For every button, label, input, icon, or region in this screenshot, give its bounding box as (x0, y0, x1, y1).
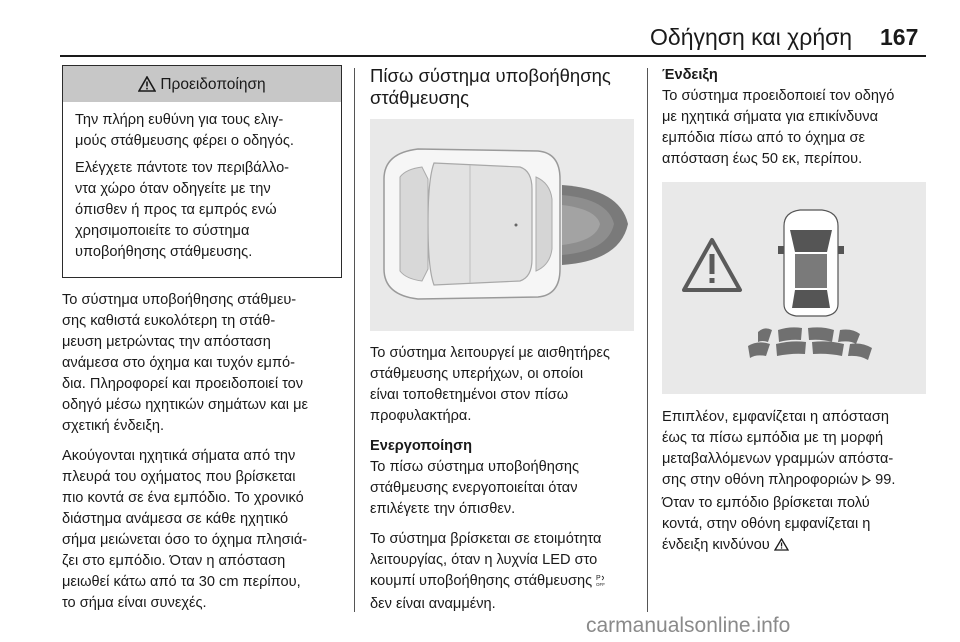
display-figure (662, 182, 926, 394)
park-assist-button-icon (596, 573, 606, 594)
warning-paragraph: Την πλήρη ευθύνη για τους ελιγ- μούς στάθμευσης φέρει ο οδηγός. (75, 112, 294, 149)
warning-triangle-icon (138, 76, 156, 92)
crossref-page: 99. (875, 472, 896, 488)
column-right (662, 65, 932, 567)
car-top-view-illustration (370, 119, 634, 331)
body-paragraph: Ακούγονται ηχητικά σήματα από την πλευρά του οχήματος που βρίσκεται πιο κοντά σε ένα εμπόδιο. Το χρονικό διάστημα ανάμεσα σε κάθε ηχητικό σήμα μειώνεται όσο το όχημα πλησιά- ζει στο εμπόδιο. Όταν η απόσταση μειωθεί κάτω από τα 30 cm περίπου, το σήμα είναι συνεχές. (62, 448, 308, 611)
figure-caption: Το σύστημα λειτουργεί με αισθητήρες στάθμευσης υπερήχων, οι οποίοι είναι τοποθετημένοι στον πίσω προφυλακτήρα. (370, 345, 610, 424)
svg-text:OFF: OFF (596, 582, 606, 587)
running-header-title: Οδήγηση και χρήση (650, 24, 853, 50)
column-left (62, 65, 342, 623)
page-number: 167 (880, 24, 919, 50)
column-divider (354, 68, 355, 612)
section-title: Πίσω σύστημα υποβοήθησης στάθμευσης (370, 65, 611, 108)
column-divider (647, 68, 648, 612)
activation-text: Το πίσω σύστημα υποβοήθησης στάθμευσης ενεργοποιείται όταν επιλέγετε την όπισθεν. (370, 459, 580, 517)
warning-title: Προειδοποίηση (160, 75, 266, 93)
warning-paragraph: Ελέγχετε πάντοτε τον περιβάλλο- ντα χώρο όταν οδηγείτε με την όπισθεν ή προς τα εμπρός ενώ χρησιμοποιείτε το σύστημα υποβοήθησης στάθμευσης. (75, 160, 290, 260)
body-paragraph: Το σύστημα υποβοήθησης στάθμευ- σης καθιστά ευκολότερη τη στάθ- μευση μετρώντας την απόσταση ανάμεσα στο όχημα και τυχόν εμπό- δια. Πληροφορεί και προειδοποιεί τον οδηγό μέσω ηχητικών σημάτων και με σχετική ένδειξη. (62, 292, 308, 434)
ready-paragraph: Το σύστημα βρίσκεται σε ετοιμότητα λειτουργίας, όταν η λυχνία LED στο κουμπί υποβοήθησης στάθμευσης P OFF δεν είναι αναμμένη. (370, 531, 606, 612)
svg-text:P: P (596, 575, 601, 582)
crossref-triangle-icon (862, 472, 871, 493)
warning-triangle-icon (774, 537, 789, 558)
info-display-illustration (662, 182, 926, 394)
extra-paragraph: Επιπλέον, εμφανίζεται η απόσταση έως τα πίσω εμπόδια με τη μορφή μεταβαλλόμενων γραμμών απόστα- σης στην οθόνη πληροφοριών 99. Όταν το εμπόδιο βρίσκεται πολύ κοντά, στην οθόνη εμφανίζεται η ένδειξη κινδύνου (662, 407, 932, 558)
indication-text: Το σύστημα προειδοποιεί τον οδηγό με ηχητικά σήματα για επικίνδυνα εμπόδια πίσω από το όχημα σε απόσταση έως 50 εκ, περίπου. (662, 88, 895, 167)
subheading-indication: Ένδειξη (662, 67, 718, 83)
watermark: carmanualsonline.info (586, 614, 791, 637)
warning-box (62, 65, 342, 278)
warning-body (63, 102, 341, 277)
rear-sensor-figure (370, 119, 634, 331)
header-rule (60, 55, 926, 57)
warning-header (63, 66, 341, 102)
subheading-activation: Ενεργοποίηση (370, 438, 472, 454)
column-middle (370, 65, 638, 624)
